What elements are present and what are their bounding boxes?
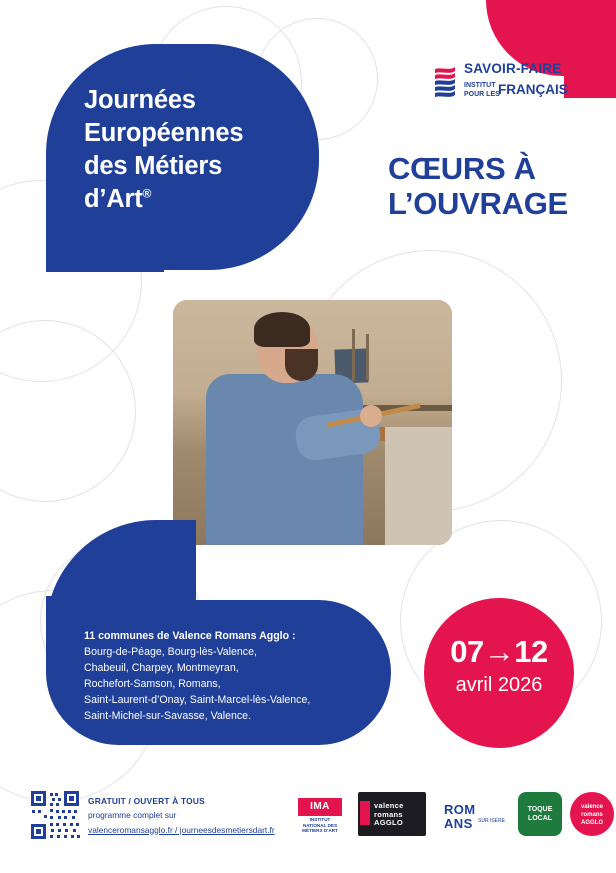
- agglo-line1: valence: [580, 804, 604, 810]
- communes-list: [84, 628, 384, 725]
- title-line-1: Journées: [84, 86, 196, 114]
- vr-line2: romans: [374, 809, 403, 819]
- vr-red-bar: [360, 801, 370, 825]
- vr-wordmark: [374, 802, 404, 828]
- photo-person-beard: [285, 349, 318, 381]
- title-line-3: des Métiers: [84, 152, 223, 181]
- agglo-line2: romans: [581, 812, 603, 819]
- photo-tool: [366, 334, 369, 380]
- agglo-line3: AGGLO: [581, 820, 603, 827]
- title-line-4: d’Art: [84, 185, 143, 214]
- vr-line3: AGGLO: [374, 818, 403, 828]
- title-line-4-wrap: [84, 183, 314, 216]
- partner-logo-valence-romans-agglo-dark: [358, 792, 426, 836]
- footer-free-text: GRATUIT / OUVERT À TOUS: [88, 796, 205, 806]
- photo-person-hair: [254, 312, 310, 346]
- inma-mark: IMA: [298, 798, 342, 816]
- title-line-2: Européennes: [84, 119, 244, 148]
- headline-line-2: L’OUVRAGE: [388, 185, 568, 221]
- title-panel-notch: [46, 232, 164, 272]
- workshop-photo: [173, 300, 452, 545]
- footer-link[interactable]: valenceromansagglo.fr / journeesdesmetiersdart.fr: [88, 824, 275, 835]
- agglo-wordmark: [570, 803, 614, 827]
- photo-person-body: [206, 374, 362, 546]
- romans-line2: ANS: [444, 816, 473, 831]
- inma-subtitle: INSTITUT NATIONAL DES MÉTIERS D’ART: [298, 817, 342, 832]
- date-badge: [424, 598, 574, 748]
- communes-line: Rochefort-Samson, Romans,: [84, 678, 221, 691]
- communes-line: Saint-Michel-sur-Savasse, Valence.: [84, 710, 252, 723]
- partner-logo-romans: [444, 792, 508, 836]
- savoir-faire-line2a: INSTITUT: [464, 82, 496, 89]
- communes-lead: 11 communes de Valence Romans Agglo :: [84, 630, 296, 642]
- communes-line: Bourg-de-Péage, Bourg-lès-Valence,: [84, 646, 257, 659]
- partner-logo-valence-romans-agglo-red: [570, 792, 614, 836]
- savoir-faire-mark-icon: [432, 65, 458, 99]
- qr-code-icon: [30, 790, 80, 840]
- toque-line1: TOQUE: [527, 806, 553, 813]
- headline-line-1: CŒURS À: [388, 151, 536, 186]
- registered-mark: ®: [142, 186, 152, 201]
- footer-info: [88, 794, 298, 837]
- date-range: 07→12: [450, 634, 548, 669]
- communes-line: Saint-Laurent-d’Onay, Saint-Marcel-lès-Valence,: [84, 694, 311, 707]
- romans-line1: ROM: [444, 802, 476, 817]
- savoir-faire-logo: [432, 62, 570, 106]
- date-month-year: avril 2026: [455, 674, 543, 696]
- savoir-faire-line3: FRANÇAIS: [498, 82, 568, 97]
- partner-logo-toque-local: [518, 792, 562, 836]
- photo-tool: [352, 329, 355, 381]
- vr-line1: valence: [374, 801, 404, 810]
- partner-logo-row: [296, 788, 604, 844]
- savoir-faire-line3-wrap: [498, 82, 608, 97]
- romans-line3: SUR ISÈRE: [478, 818, 505, 824]
- savoir-faire-line2b: POUR LES: [464, 90, 500, 98]
- savoir-faire-line1: SAVOIR-FAIRE: [464, 61, 562, 76]
- partner-logo-inma: [296, 792, 344, 836]
- toque-wordmark: [518, 805, 562, 823]
- headline: [388, 152, 588, 221]
- photo-cabinet: [385, 427, 452, 545]
- savoir-faire-subtext: [464, 82, 500, 100]
- savoir-faire-wordmark: [464, 62, 570, 76]
- communes-line: Chabeuil, Charpey, Montmeyran,: [84, 662, 239, 675]
- toque-line2: LOCAL: [527, 815, 553, 823]
- page-title: [84, 84, 314, 217]
- footer-program-text: programme complet sur: [88, 810, 177, 821]
